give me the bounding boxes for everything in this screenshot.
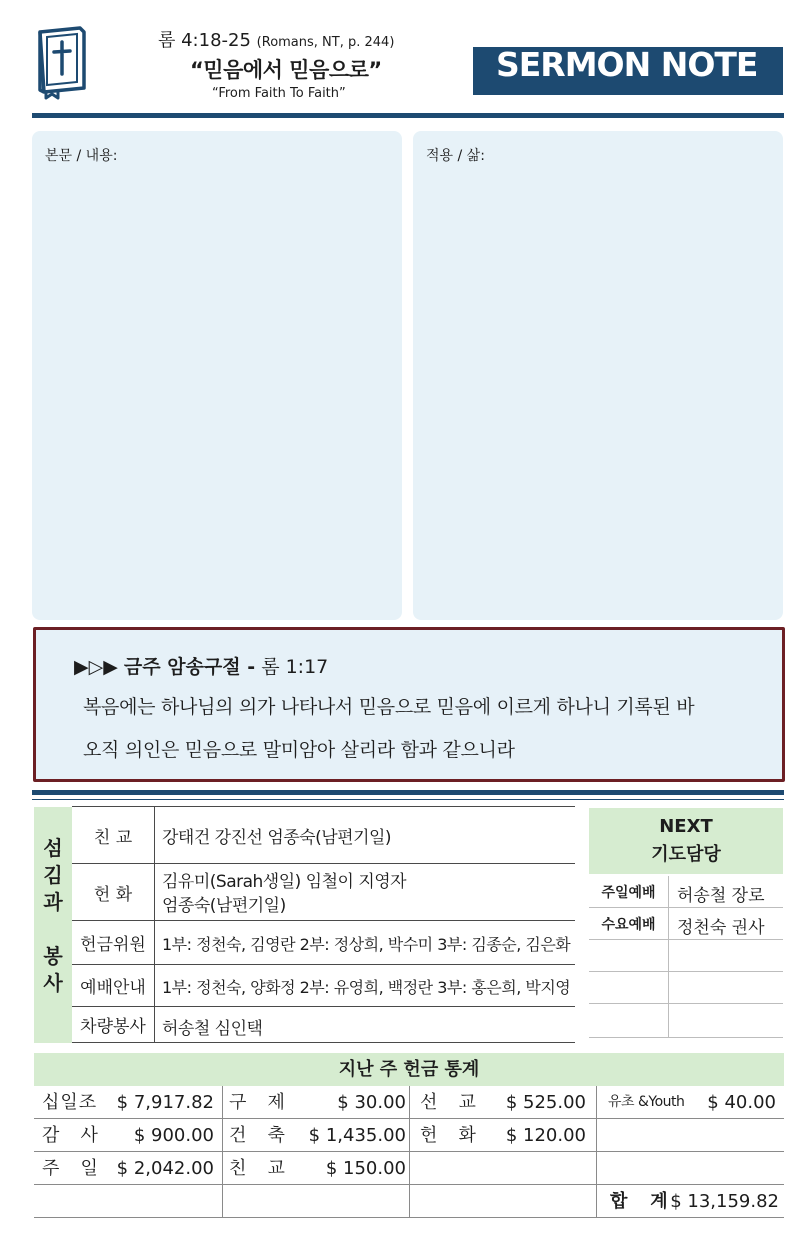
service-row-value: 엄종숙(남편기일) [162,896,286,916]
memory-verse-line: 복음에는 하나님의 의가 나타나서 믿음으로 믿음에 이르게 하나니 기록된 바 [83,696,695,718]
offering-amount: $ 40.00 [707,1092,776,1113]
table-divider [222,1086,223,1218]
offering-amount: $ 120.00 [505,1125,586,1146]
offering-amount: $ 2,042.00 [116,1158,214,1179]
offering-label: 감 사 [42,1125,99,1146]
service-row-label: 차량봉사 [72,1007,155,1042]
section-divider [32,790,784,795]
offering-amount: $ 30.00 [337,1092,406,1113]
memory-verse-line: 오직 의인은 믿음으로 말미암아 살리라 함과 같으니라 [83,739,515,761]
offering-stats-title: 지난 주 헌금 통계 [34,1053,784,1086]
service-row-fellowship [72,807,575,864]
scripture-reference: 롬 4:18-25 (Romans, NT, p. 244) [158,30,395,51]
memory-verse-box [33,627,785,782]
service-row-label: 헌 화 [72,864,155,920]
service-row-flowers [72,864,575,921]
offering-amount: $ 7,917.82 [116,1092,214,1113]
section-divider-thin [32,799,784,800]
offering-amount: $ 900.00 [133,1125,214,1146]
service-row-value: 허송철 심인택 [162,1019,263,1039]
service-row-value: 1부: 정천숙, 양화정 2부: 유영희, 백정란 3부: 홍은희, 박지영 [162,978,571,997]
next-prayer-row: 수요예배 정천숙 권사 [589,908,783,940]
offering-total-label: 합 계 [610,1191,669,1212]
next-prayer-row [589,972,783,1004]
header-divider [32,113,784,118]
next-prayer-row [589,940,783,972]
service-row-offering-committee [72,921,575,965]
notes-content-panel[interactable] [32,131,402,620]
service-side-label: 섬 김 과 봉 사 [34,807,72,1043]
next-prayer-row [589,1004,783,1038]
offering-total-amount: $ 13,159.82 [670,1191,779,1212]
sermon-title: “믿음에서 믿음으로” [190,58,382,82]
offering-label: 헌 화 [420,1125,477,1146]
offering-label: 유초 &Youth [608,1094,685,1110]
next-prayer-heading: NEXT 기도담당 [589,808,783,874]
next-prayer-row: 주일예배 허송철 장로 [589,876,783,908]
offering-label: 주 일 [42,1158,99,1179]
memory-verse-heading: ▶▷▶ 금주 암송구절 - 롬 1:17 [74,656,329,678]
service-row-value: 김유미(Sarah생일) 임철이 지영자 [162,872,407,892]
service-row-label: 헌금위원 [72,921,155,964]
service-row-value: 강태건 강진선 엄종숙(남편기일) [162,828,392,848]
offering-label: 십일조 [42,1092,98,1113]
arrow-icon: ▶▷▶ [74,656,118,678]
offering-amount: $ 150.00 [325,1158,406,1179]
service-row-label: 친 교 [72,807,155,863]
offering-label: 건 축 [229,1125,286,1146]
offering-amount: $ 525.00 [505,1092,586,1113]
service-row-label: 예배안내 [72,965,155,1006]
notes-application-label: 적용 / 삶: [426,148,485,164]
service-row-ushers [72,965,575,1007]
offering-amount: $ 1,435.00 [308,1125,406,1146]
table-divider [409,1086,410,1218]
sermon-note-badge-text: SERMON NOTE [496,45,758,84]
offering-label: 구 제 [229,1092,286,1113]
offering-label: 친 교 [229,1158,286,1179]
notes-content-label: 본문 / 내용: [45,148,118,164]
bible-icon [34,24,90,100]
service-row-transport [72,1007,575,1043]
notes-application-panel[interactable] [413,131,783,620]
service-row-value: 1부: 정천숙, 김영란 2부: 정상희, 박수미 3부: 김종순, 김은화 [162,935,571,954]
offering-label: 선 교 [420,1092,477,1113]
table-divider [596,1086,597,1218]
sermon-title-english: “From Faith To Faith” [212,86,346,101]
memory-verse-reference: 롬 1:17 [261,656,329,678]
